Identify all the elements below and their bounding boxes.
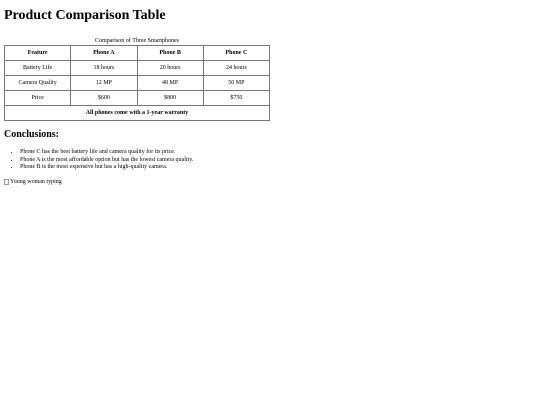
cell-phone-b: 48 MP <box>137 76 203 91</box>
warranty-note: All phones come with a 1-year warranty <box>5 106 270 121</box>
list-item: • Phone A is the most affordable option but has the lowest camera quality. <box>20 157 536 165</box>
cell-phone-a: $600 <box>71 91 137 106</box>
page-title: Product Comparison Table <box>4 8 166 23</box>
table-row <box>5 76 270 91</box>
table-footer-row <box>5 106 270 121</box>
image-alt-text: Young woman typing <box>10 178 62 185</box>
cell-phone-a: 18 hours <box>71 61 137 76</box>
cell-phone-a: 12 MP <box>71 76 137 91</box>
table-caption: Comparison of Three Smartphones <box>94 38 180 44</box>
broken-image <box>4 178 62 186</box>
page <box>0 0 540 190</box>
table-row <box>5 91 270 106</box>
list-item: • Phone B is the most expensive but has a high-quality camera. <box>20 164 536 172</box>
conclusions-heading: Conclusions: <box>4 129 60 140</box>
broken-image-icon <box>4 179 9 185</box>
cell-phone-b: $800 <box>137 91 203 106</box>
conclusions-list <box>4 149 536 172</box>
cell-phone-c: 24 hours <box>203 61 269 76</box>
table-header-row <box>5 46 270 61</box>
header-phone-c: Phone C <box>203 46 269 61</box>
header-feature: Feature <box>5 46 71 61</box>
header-phone-a: Phone A <box>71 46 137 61</box>
cell-feature: Battery Life <box>5 61 71 76</box>
cell-phone-c: 50 MP <box>203 76 269 91</box>
comparison-table <box>4 45 270 121</box>
cell-feature: Price <box>5 91 71 106</box>
header-phone-b: Phone B <box>137 46 203 61</box>
cell-feature: Camera Quality <box>5 76 71 91</box>
cell-phone-b: 20 hours <box>137 61 203 76</box>
table-row <box>5 61 270 76</box>
list-item: • Phone C has the best battery life and camera quality for its price. <box>20 149 536 157</box>
cell-phone-c: $750 <box>203 91 269 106</box>
